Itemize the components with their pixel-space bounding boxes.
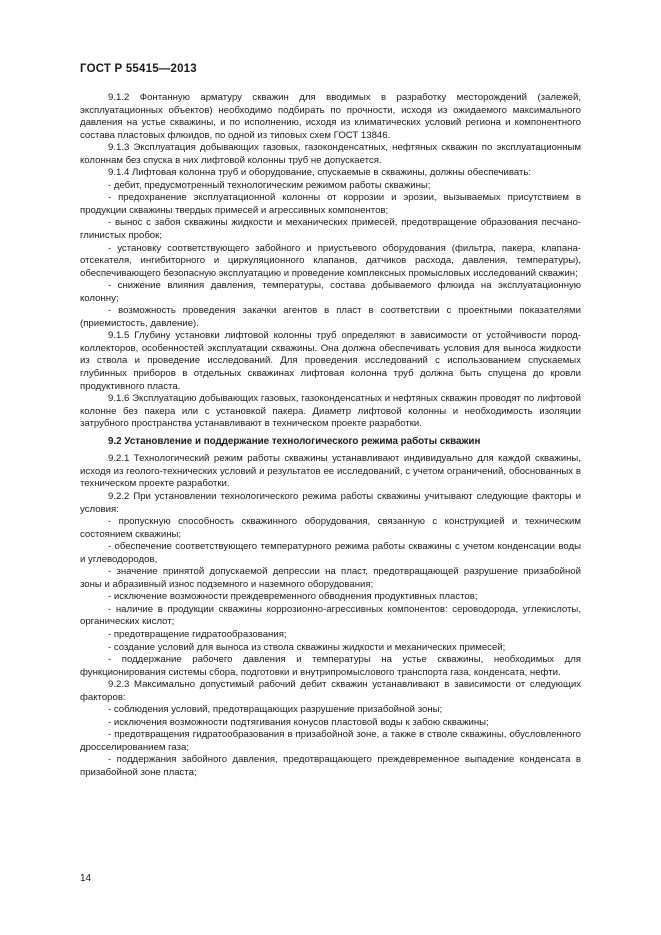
list-item: - значение принятой допускаемой депрессии на пласт, предотвращающей разрушение призабойной зоны и абразивный износ подземного и наземного оборудования;: [80, 566, 581, 590]
list-item: - установку соответствующего забойного и приустьевого оборудования (фильтра, пакера, клапана-отсекателя, ингибиторного и циркуляционного клапанов, датчиков расхода, давления, температуры), обеспечивающего безопасную эксплуатацию и проведение комплексных промысловых исследований скважин;: [80, 242, 581, 279]
list-item: - исключения возможности подтягивания конусов пластовой воды к забою скважины;: [108, 716, 489, 728]
list-item: - поддержания забойного давления, предотвращающего преждевременное выпадение конденсата в призабойной зоне пласта;: [80, 754, 581, 778]
list-item: - вынос с забоя скважины жидкости и механических примесей, предотвращение образования песчано-глинистых пробок;: [80, 217, 581, 242]
list-item: - наличие в продукции скважины коррозионно-агрессивных компонентов: сероводорода, углекислоты, органических кислот;: [80, 603, 581, 628]
list-item: - пропускную способность скважинного оборудования, связанную с конструкцией и техническим состоянием скважины;: [80, 516, 581, 540]
paragraph: 9.2.2 При установлении технологического режима работы скважины учитывают следующие факторы и условия:: [80, 490, 581, 515]
document-header: ГОСТ Р 55415—2013: [80, 63, 197, 75]
list-item: - исключение возможности преждевременного обводнения продуктивных пластов;: [108, 591, 478, 603]
list-item: - поддержание рабочего давления и температуры на устье скважины, необходимых для функционирования системы сбора, подготовки и внутрипромыслового транспорта газа, конденсата, нефти.: [80, 654, 581, 678]
list-item: - дебит, предусмотренный технологическим режимом работы скважины;: [108, 179, 431, 191]
list-item: - соблюдения условий, предотвращающих разрушение призабойной зоны;: [108, 704, 443, 716]
paragraph: 9.2.3 Максимально допустимый рабочий дебит скважин устанавливают в зависимости от следующих факторов:: [80, 679, 581, 703]
list-item: - возможность проведения закачки агентов в пласт в соответствии с проектными показателями (приемистость, давление).: [80, 305, 581, 329]
list-item: - создание условий для выноса из ствола скважины жидкости и механических примесей;: [108, 641, 506, 653]
paragraph: 9.1.3 Эксплуатация добывающих газовых, газоконденсатных, нефтяных скважин по эксплуатационным колоннам без спуска в них лифтовой колонны труб не допускается.: [80, 142, 581, 166]
page-number: 14: [80, 873, 92, 884]
paragraph: 9.2.1 Технологический режим работы скважины устанавливают индивидуально для каждой скважины, исходя из геолого-технических условий и результатов ее исследований, с учетом ограничений, обоснованных в техническом проекте разработки.: [80, 453, 581, 490]
list-item: - предотвращения гидратообразования в призабойной зоне, а также в стволе скважины, обусловленного дросселированием газа;: [80, 729, 581, 753]
document-body: [80, 92, 581, 780]
paragraph: 9.1.2 Фонтанную арматуру скважин для вводимых в разработку месторождений (залежей, эксплуатационных объектов) необходимо подбирать по прочности, исходя из ожидаемого максимального давления на устье скважины, и по исполнению, исходя из климатических условий региона и компонентного состава пластовых флюидов, по одной из типовых схем ГОСТ 13846.: [80, 92, 581, 141]
paragraph: 9.1.4 Лифтовая колонна труб и оборудование, спускаемые в скважины, должны обеспечивать:: [108, 167, 532, 179]
list-item: - снижение влияния давления, температуры, состава добываемого флюида на эксплуатационную колонну;: [80, 280, 581, 304]
list-item: - обеспечение соответствующего температурного режима работы скважины с учетом конденсации воды и углеводородов,: [80, 541, 581, 565]
paragraph: 9.1.6 Эксплуатацию добывающих газовых, газоконденсатных и нефтяных скважин проводят по лифтовой колонне без пакера или с установкой пакера. Диаметр лифтовой колонны и необходимость изоляции затрубного пространства устанавливают в техническом проекте разработки.: [80, 393, 581, 430]
section-heading: 9.2 Установление и поддержание технологического режима работы скважин: [108, 435, 481, 447]
list-item: - предотвращение гидратообразования;: [108, 628, 287, 640]
paragraph: 9.1.5 Глубину установки лифтовой колонны труб определяют в зависимости от устойчивости пород-коллекторов, особенностей эксплуатации скважины. Она должна обеспечивать условия для выноса жидкости из ствола и проведение исследований. Для проведения исследований с использованием спускаемых глубинных приборов в отдельных скважинах лифтовая колонна труб должна быть спущена до кровли продуктивного пласта.: [80, 330, 581, 392]
list-item: - предохранение эксплуатационной колонны от коррозии и эрозии, вызываемых присутствием в продукции скважины твердых примесей и агрессивных компонентов;: [80, 192, 581, 216]
